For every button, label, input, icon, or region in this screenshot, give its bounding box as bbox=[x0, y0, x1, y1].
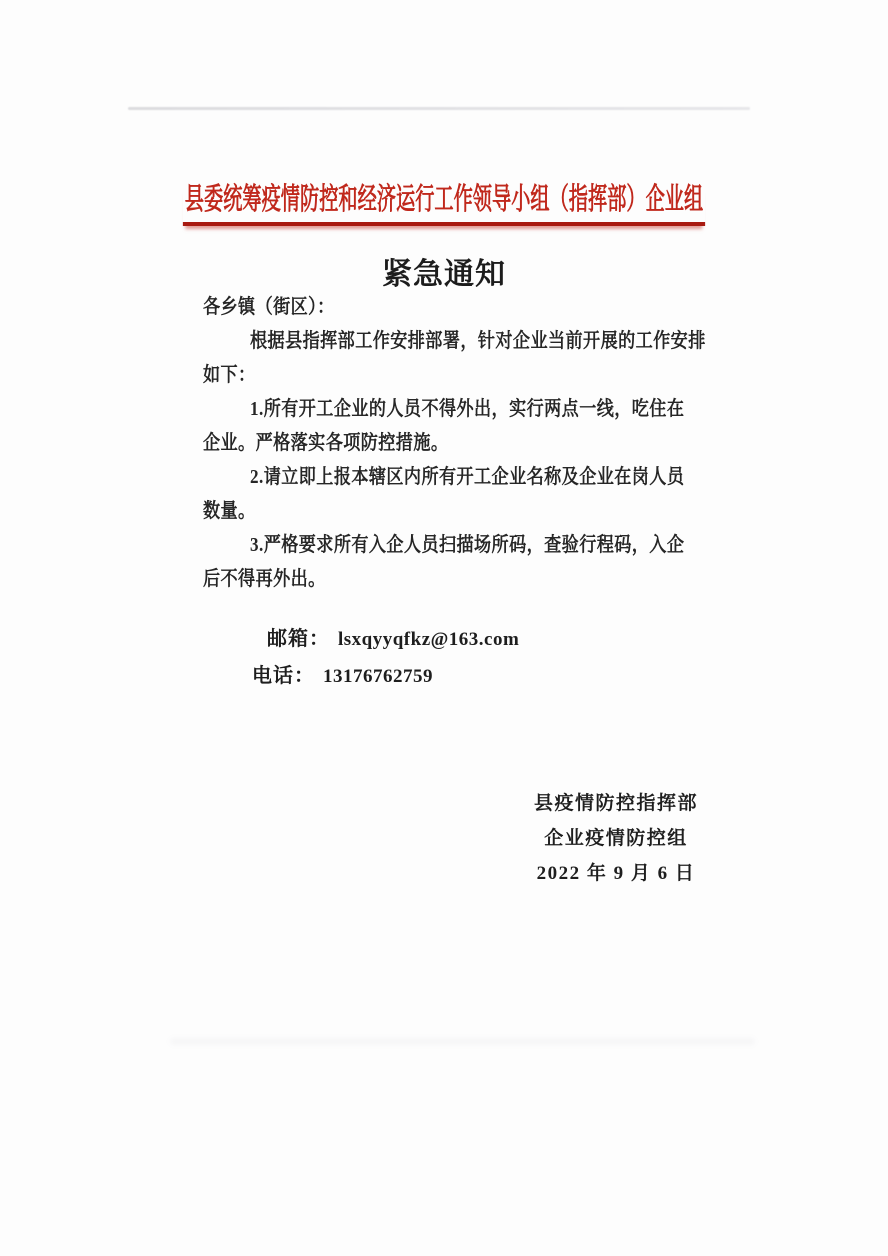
body-line: 如下： bbox=[203, 364, 256, 386]
body-line-salutation: 各乡镇（街区）： bbox=[203, 296, 335, 318]
scan-smudge-artifact bbox=[170, 1038, 755, 1045]
body-line: 数量。 bbox=[203, 500, 256, 522]
signature-org-line-1: 县疫情防控指挥部 bbox=[533, 793, 698, 814]
contact-phone-line bbox=[203, 658, 519, 695]
org-title: 县委统筹疫情防控和经济运行工作领导小组（指挥部）企业组 bbox=[183, 184, 705, 226]
phone-label: 电话： bbox=[252, 665, 315, 687]
body-line: 企业。严格落实各项防控措施。 bbox=[203, 432, 449, 454]
email-value: lsxqyyqfkz@163.com bbox=[338, 629, 520, 650]
body-line: 根据县指挥部工作安排部署，针对企业当前开展的工作安排 bbox=[250, 330, 706, 352]
body-line-item-2: 2.请立即上报本辖区内所有开工企业名称及企业在岗人员 bbox=[250, 466, 685, 488]
contact-block bbox=[203, 621, 519, 695]
body-line: 后不得再外出。 bbox=[203, 568, 326, 590]
notice-title: 紧急通知 bbox=[382, 258, 506, 291]
body-line-item-3: 3.严格要求所有入企人员扫描场所码，查验行程码，入企 bbox=[250, 534, 685, 556]
phone-value: 13176762759 bbox=[323, 666, 433, 687]
signature-date: 2022 年 9 月 6 日 bbox=[536, 863, 696, 884]
notice-body bbox=[203, 290, 743, 596]
contact-email-line bbox=[203, 621, 519, 658]
signature-block bbox=[516, 786, 716, 891]
signature-org-line-2: 企业疫情防控组 bbox=[544, 828, 688, 849]
email-label: 邮箱： bbox=[267, 628, 330, 650]
scan-top-edge-artifact bbox=[128, 107, 750, 110]
org-title-row bbox=[0, 184, 888, 226]
body-line-item-1: 1.所有开工企业的人员不得外出，实行两点一线，吃住在 bbox=[250, 398, 685, 420]
